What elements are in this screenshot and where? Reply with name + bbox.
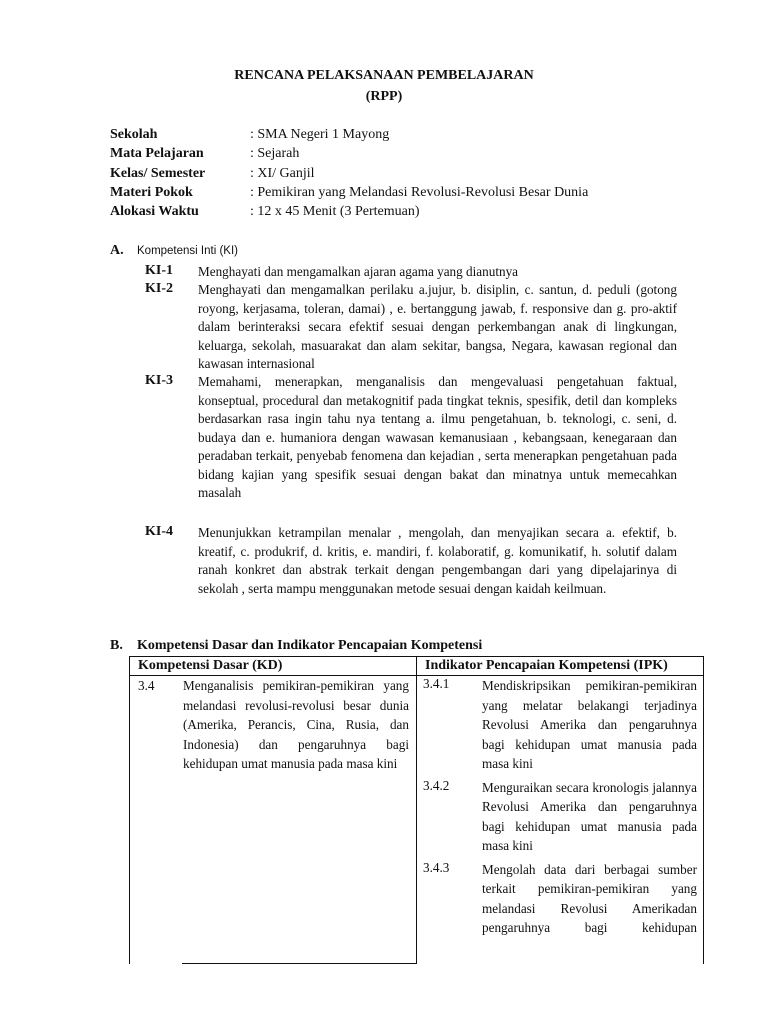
cell-divider [182,963,416,964]
ipk-text: Mengolah data dari berbagai sumber terkait pemikiran-pemikiran yang melandasi Revolusi Amerikadan pengaruhnya bagi kehidupan [482,861,697,935]
identity-value: : SMA Negeri 1 Mayong [250,127,390,142]
ki-code: KI-4 [145,524,173,539]
ki-text: Menghayati dan mengamalkan perilaku a.jujur, b. disiplin, c. santun, d. peduli (gotong royong, kerjasama, toleran, damai) , e. bertanggung jawab, f. responsive dan g. pro-aktif dalam berinteraksi secara efektif sesuai dengan perkembangan anak di lingkungan, keluarga, sekolah, masuarakat dan alam sekitar, bangsa, Negara, kawasan regional dan kawasan internasional [198,282,677,371]
identity-label: Sekolah [110,127,158,142]
identity-value: : 12 x 45 Menit (3 Pertemuan) [250,204,420,219]
identity-value: : Pemikiran yang Melandasi Revolusi-Revolusi Besar Dunia [250,185,589,200]
ipk-number: 3.4.2 [423,777,450,793]
ki-item [145,373,677,503]
ipk-cell [417,676,704,965]
section-letter: A. [110,243,124,258]
ki-item [145,263,677,282]
identity-label: Kelas/ Semester [110,166,206,181]
ipk-text: Menguraikan secara kronologis jalannya Revolusi Amerika dan pengaruhnya bagi kehidupan umat manusia pada masa kini [482,779,697,853]
document-subtitle: (RPP) [365,89,403,104]
table-row [130,676,704,965]
ki-code: KI-1 [145,263,173,278]
ipk-item [417,778,703,856]
ki-item [145,524,677,598]
ipk-item [417,676,703,774]
section-a-heading [110,243,238,259]
ipk-number: 3.4.3 [423,859,450,875]
ipk-number: 3.4.1 [423,676,450,691]
identity-value: : XI/ Ganjil [250,166,315,181]
kd-ipk-table [129,656,704,964]
header-ipk: Indikator Pencapaian Kompetensi (IPK) [417,657,704,676]
ki-text: Menunjukkan ketrampilan menalar , mengolah, dan menyajikan secara a. efektif, b. kreatif, c. produkrif, d. kritis, e. mandiri, f. kolaboratif, g. komunikatif, h. solutif dalam ranah konkret dan abstrak terkait dengan pengembangan dari yang dipelajarinya di sekolah , serta mampu menggunakan metode sesuai dengan kaidah keilmuan. [198,525,677,596]
kd-text: Menganalisis pemikiran-pemikiran yang melandasi revolusi-revolusi besar dunia (Amerika, Perancis, Cina, Rusia, dan Indonesia) dan pengaruhnya bagi kehidupan umat manusia pada masa kini [183,678,409,771]
identity-label: Mata Pelajaran [110,146,204,161]
identity-label: Alokasi Waktu [110,204,199,219]
kd-number: 3.4 [138,678,155,693]
identity-value: : Sejarah [250,146,300,161]
ki-text: Memahami, menerapkan, menganalisis dan mengevaluasi pengetahuan faktual, konseptual, procedural dan metakognitif pada tingkat teknis, spesifik, detil dan kompleks berdasarkan rasa ingin tahu nya tentang a. ilmu pengetahuan, b. teknologi, c. seni, d. budaya dan e. humaniora dengan wawasan kemanusiaan , kebangsaan, kenegaraan dan peradaban terkait, penyebab fenomena dan kejadian , serta menerapkan pengetahuan pada bidang kajian yang spesifik sesuai dengan bakat dan minatnya untuk memecahkan masalah [198,374,677,500]
section-title: Kompetensi Dasar dan Indikator Pencapaian Kompetensi [137,638,483,653]
ki-text: Menghayati dan mengamalkan ajaran agama yang dianutnya [198,264,519,279]
ki-item [145,281,677,374]
kd-cell [130,676,417,965]
header-kd: Kompetensi Dasar (KD) [130,657,417,676]
section-letter: B. [110,638,123,653]
ki-code: KI-3 [145,373,173,388]
section-title: Kompetensi Inti (KI) [137,245,238,257]
document-title: RENCANA PELAKSANAAN PEMBELAJARAN [234,68,534,83]
section-b-heading [110,638,482,654]
ki-code: KI-2 [145,281,173,296]
ipk-text: Mendiskripsikan pemikiran-pemikiran yang melatar belakangi terjadinya Revolusi Amerika dan pengaruhnya bagi kehidupan umat manusia pada masa kini [482,678,697,771]
ipk-item [417,860,703,938]
table-header-row [130,657,704,676]
identity-label: Materi Pokok [110,185,193,200]
